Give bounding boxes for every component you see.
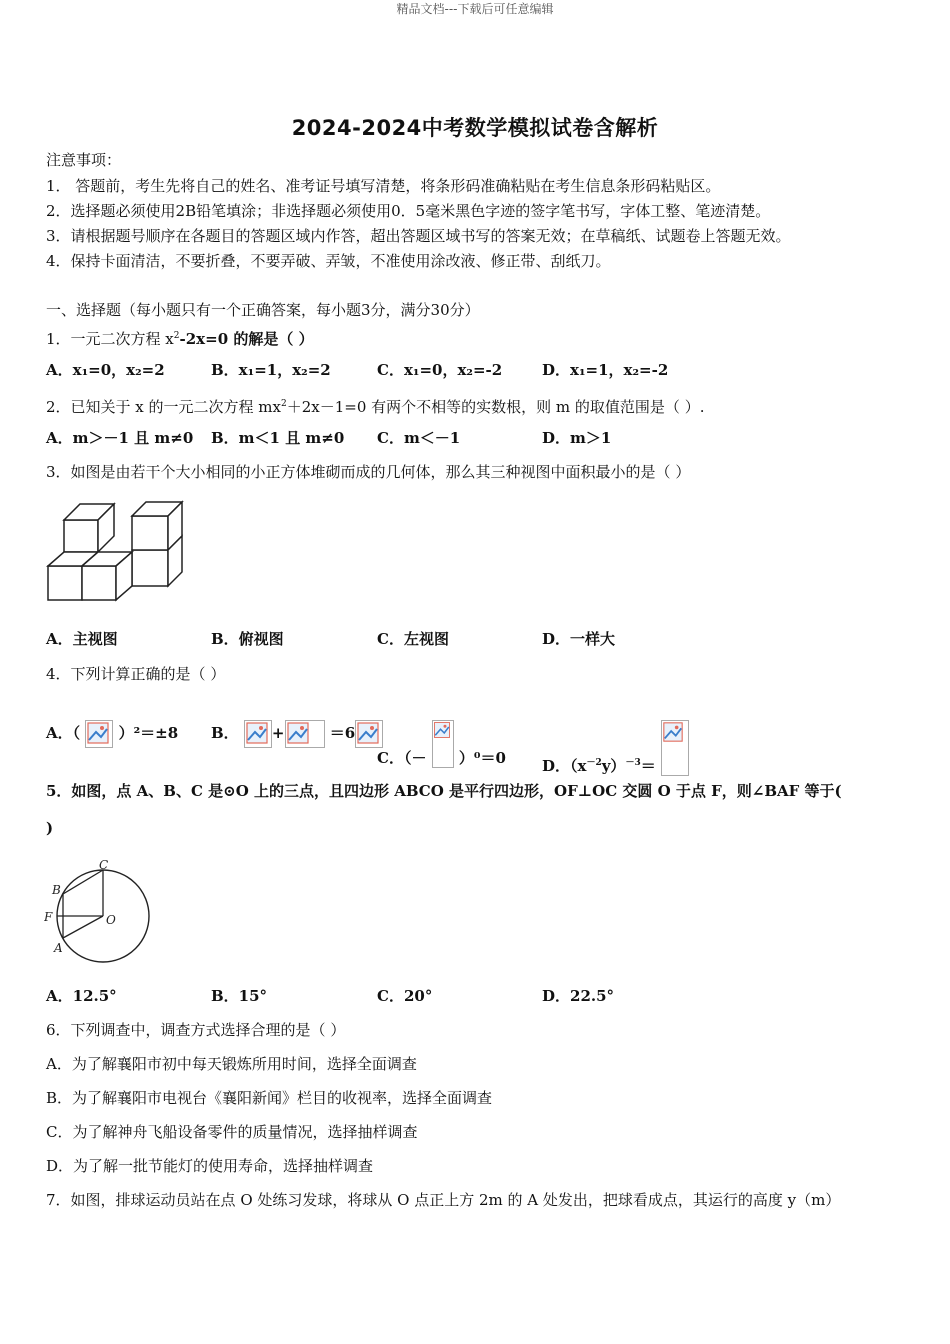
q4-option-a[interactable]	[46, 720, 178, 748]
q4-a-label: A．（	[46, 724, 81, 742]
q4-b-label: B．	[211, 724, 239, 742]
formula-image-icon	[285, 720, 325, 748]
question-5-stem: 5．如图，点 A、B、C 是⊙O 上的三点，且四边形 ABCO 是平行四边形，OF⊥OC 交圆 O 于点 F，则∠BAF 等于(	[46, 782, 842, 800]
page-title: 2024-2024中考数学模拟试卷含解析	[291, 116, 659, 140]
q3-option-d[interactable]: D．一样大	[542, 630, 616, 648]
question-6-stem: 6．下列调查中，调查方式选择合理的是（ ）	[46, 1021, 346, 1039]
page-header: 精品文档---下载后可任意编辑	[396, 2, 554, 16]
q4-a-tail: ）²＝±8	[118, 724, 179, 742]
q4-d-mid: y）	[601, 757, 626, 775]
formula-image-icon	[244, 720, 272, 748]
q2-stem-post: ＋2x－1=0 有两个不相等的实数根，则 m 的取值范围是（ ）.	[286, 398, 705, 416]
q1-stem-post: -2x=0 的解是（ ）	[179, 330, 314, 348]
q1-stem-pre: 1．一元二次方程 x	[46, 330, 174, 348]
notice-heading: 注意事项：	[46, 151, 122, 169]
notice-item-2: 2．选择题必须使用2B铅笔填涂；非选择题必须使用0．5毫米黑色字迹的签字笔书写，字体工整、笔迹清楚。	[46, 202, 771, 220]
q2-option-c[interactable]: C．m＜－1	[377, 429, 461, 447]
q4-d-label: D．（x	[542, 757, 587, 775]
q4-option-d[interactable]	[542, 720, 689, 776]
q2-stem-pre: 2．已知关于 x 的一元二次方程 mx	[46, 398, 281, 416]
q5-option-b[interactable]: B．15°	[211, 987, 268, 1005]
q4-option-c[interactable]	[377, 720, 506, 768]
q4-b-tail: ＝6	[329, 724, 356, 742]
q4-c-label: C．（－	[377, 749, 427, 767]
q3-option-c[interactable]: C．左视图	[377, 630, 449, 648]
q6-option-a[interactable]: A．为了解襄阳市初中每天锻炼所用时间，选择全面调查	[46, 1055, 417, 1073]
question-4-stem: 4．下列计算正确的是（ ）	[46, 665, 226, 683]
q5-option-c[interactable]: C．20°	[377, 987, 433, 1005]
label-b: B	[52, 883, 61, 897]
notice-item-4: 4．保持卡面清洁，不要折叠，不要弄破、弄皱，不准使用涂改液、修正带、刮纸刀。	[46, 252, 611, 270]
formula-image-icon	[661, 720, 689, 776]
q6-option-b[interactable]: B．为了解襄阳市电视台《襄阳新闻》栏目的收视率，选择全面调查	[46, 1089, 493, 1107]
question-1-stem	[46, 326, 314, 349]
q4-b-plus: +	[271, 724, 285, 742]
formula-image-icon	[85, 720, 113, 748]
notice-item-1: 1． 答题前，考生先将自己的姓名、准考证号填写清楚，将条形码准确粘贴在考生信息条形码粘贴区。	[46, 177, 721, 195]
circle-figure	[44, 858, 156, 972]
q4-option-b[interactable]	[211, 720, 383, 748]
label-o: O	[106, 913, 116, 927]
formula-image-icon	[432, 720, 454, 768]
q1-stem-sup: 2	[173, 331, 180, 341]
q1-option-c[interactable]: C．x₁=0，x₂=-2	[377, 361, 503, 379]
q2-option-a[interactable]: A．m＞－1 且 m≠0	[46, 429, 194, 447]
q3-option-b[interactable]: B．俯视图	[211, 630, 284, 648]
question-5-stem-cont: )	[46, 819, 54, 837]
q1-option-b[interactable]: B．x₁=1，x₂=2	[211, 361, 331, 379]
q1-option-a[interactable]: A．x₁=0，x₂=2	[46, 361, 165, 379]
q4-c-tail: ）⁰＝0	[458, 749, 506, 767]
q4-d-sup2: －3	[625, 758, 641, 768]
q2-stem-sup: 2	[281, 399, 287, 409]
question-7-stem: 7．如图，排球运动员站在点 O 处练习发球，将球从 O 点正上方 2m 的 A 处发出，把球看成点，其运行的高度 y（m）	[46, 1191, 841, 1209]
section-heading: 一、选择题（每小题只有一个正确答案，每小题3分，满分30分）	[46, 301, 480, 319]
question-3-stem: 3．如图是由若干个大小相同的小正方体堆砌而成的几何体，那么其三种视图中面积最小的是（ ）	[46, 463, 691, 481]
cube-stack-figure	[46, 500, 188, 614]
q2-option-b[interactable]: B．m＜1 且 m≠0	[211, 429, 345, 447]
q6-option-d[interactable]: D．为了解一批节能灯的使用寿命，选择抽样调查	[46, 1157, 374, 1175]
label-f: F	[44, 910, 53, 924]
q6-option-c[interactable]: C．为了解神舟飞船设备零件的质量情况，选择抽样调查	[46, 1123, 418, 1141]
q5-option-a[interactable]: A．12.5°	[46, 987, 117, 1005]
q1-option-d[interactable]: D．x₁=1，x₂=-2	[542, 361, 669, 379]
label-c: C	[99, 858, 109, 872]
q3-option-a[interactable]: A．主视图	[46, 630, 118, 648]
q2-option-d[interactable]: D．m＞1	[542, 429, 612, 447]
label-a: A	[54, 941, 63, 955]
q4-d-sup1: －2	[586, 758, 602, 768]
q5-option-d[interactable]: D．22.5°	[542, 987, 615, 1005]
notice-item-3: 3．请根据题号顺序在各题目的答题区域内作答，超出答题区域书写的答案无效；在草稿纸、试题卷上答题无效。	[46, 227, 791, 245]
q4-d-tail: ＝	[640, 757, 656, 775]
question-2-stem	[46, 394, 704, 417]
